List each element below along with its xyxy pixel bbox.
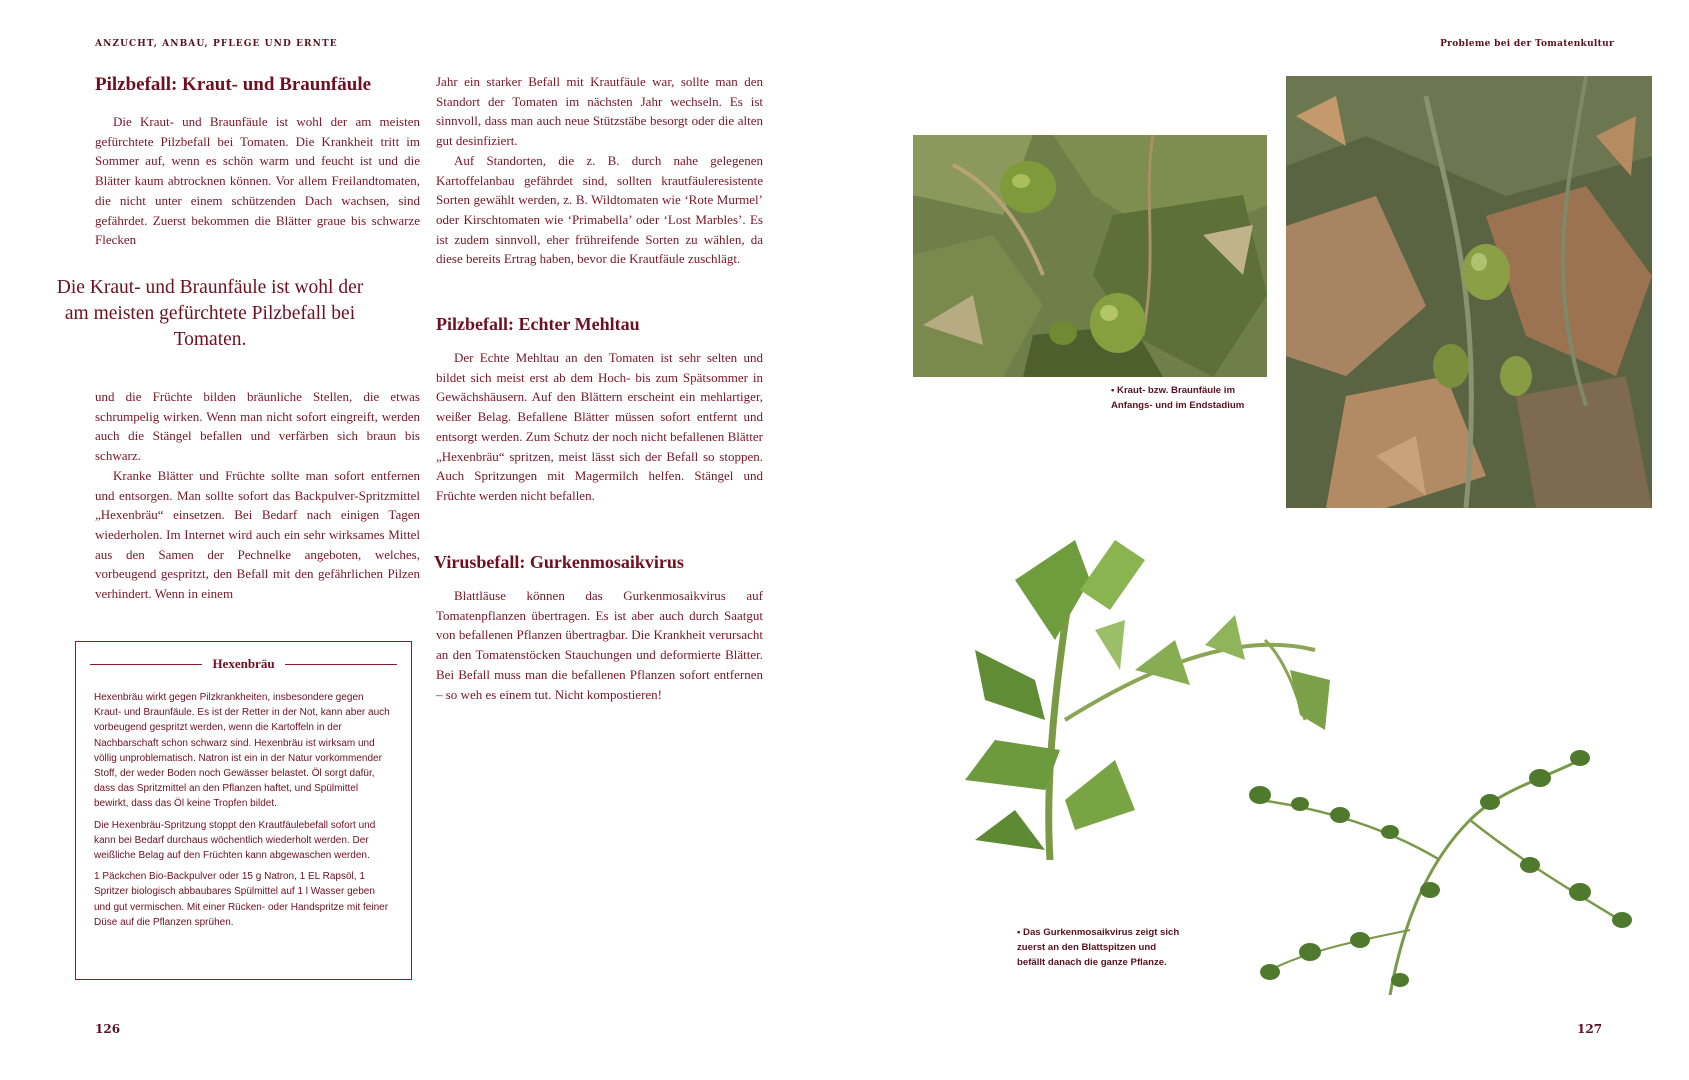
box-paragraph: Hexenbräu wirkt gegen Pilzkrankheiten, insbesondere gegen Kraut- und Braunfäule. Es ist der Retter in der Not, kann aber auch vorbeugend gespritzt werden, wenn die Kartoffeln in der Nachbarschaft schon schwarz sind. Hexenbräu ist wirksam und völlig unproblematisch. Natron ist ein in der Natur vorkommender Stoff, der weder Boden noch Gewässer belastet. Öl sorgt dafür, dass das Spritzmittel an den Pflanzen haftet, und Spülmittel bewirkt, dass das Öl keine Tropfen bildet. [94,692,390,810]
paragraph: und die Früchte bilden bräunliche Stellen, die etwas schrumpelig wirken. Wenn man nicht sofort eingreift, werden auch die Stängel befallen und verfärben sich braun bis schwarz. [95,389,420,464]
pull-quote: Die Kraut- und Braunfäule ist wohl der am meisten gefürchtete Pilzbefall bei Tomaten. [56,277,364,350]
paragraph: Die Kraut- und Braunfäule ist wohl der am meisten gefürchtete Pilzbefall bei Tomaten. Die Krankheit tritt im Sommer auf, wenn es schön warm und feucht ist und die Blätter kaum abtrocknen können. Vor allem Freilandtomaten, die nicht unter einem schützenden Dach wachsen, sind gefährdet. Zuerst bekommen die Blätter graue bis schwarze Flecken [95,114,420,248]
paragraph: Jahr ein starker Befall mit Krautfäule war, sollte man den Standort der Tomaten im nächsten Jahr wechseln. Es ist sinnvoll, dass man auch neue Stützstäbe besorgt oder die alten gut desinfiziert. [436,74,763,149]
box-paragraph: Die Hexenbräu-Spritzung stoppt den Krautfäulebefall sofort und kann bei Bedarf durchaus wöchentlich wiederholt werden. Der weißliche Belag auf den Früchten kann abgewaschen werden. [94,819,376,862]
col1-text-top [95,112,420,250]
paragraph: Kranke Blätter und Früchte sollte man sofort entfernen und entsorgen. Man sollte sofort das Backpulver-Spritzmittel „Hexenbräu“ einsetzen. Bei Bedarf nach einigen Tagen wiederholen. Im Internet wird auch ein sehr wirksames Mittel aus den Samen der Pechnelke angeboten, welches, vorbeugend gespritzt, den Befall mit den gefährlichen Pilzen verhindert. Wenn in einem [95,467,420,602]
mehltau-text [436,348,763,506]
caption-blight: • Kraut- bzw. Braunfäule im Anfangs- und im Endstadium [1111,385,1245,411]
divider [90,664,202,665]
box-text [94,690,393,930]
box-title-row [90,656,397,672]
running-head-left: ANZUCHT, ANBAU, PFLEGE UND ERNTE [95,39,338,49]
heading-echter-mehltau: Pilzbefall: Echter Mehltau [436,314,640,334]
paragraph: Der Echte Mehltau an den Tomaten ist sehr selten und bildet sich meist erst ab dem Hoch- bis zum Spätsommer in Gewächshäusern. Auf den Blättern erscheint ein mehlartiger, weißer Belag. Befallene Blätter müssen sofort entfernt und entsorgt werden. Zum Schutz der noch nicht befallenen Blätter „Hexenbräu“ spritzen, meist lässt sich der Befall so stoppen. Auch Spritzungen mit Magermilch helfen. Stängel und Früchte werden nicht befallen. [436,350,763,503]
hexenbraeu-box [75,641,412,980]
illustration-mosaic-plant-2 [1240,740,1640,1000]
virus-text [436,586,763,704]
running-head-right: Probleme bei der Tomatenkultur [1440,39,1614,49]
box-title: Hexenbräu [212,656,275,671]
paragraph: Blattläuse können das Gurkenmosaikvirus auf Tomatenpflanzen übertragen. Es ist aber auch durch Saatgut von befallenen Pflanzen übertragbar. Die Krankheit verursacht an den Tomatenstöcken Stauchungen und deformierte Blätter. Bei Befall muss man die befallenen Pflanzen sofort entfernen – so weh es einem tut. Nicht kompostieren! [436,588,763,702]
box-paragraph: 1 Päckchen Bio-Backpulver oder 15 g Natron, 1 EL Rapsöl, 1 Spritzer biologisch abbaubares Spülmittel auf 1 l Wasser geben und gut vermischen. Mit einer Rücken- oder Handspritze mit feiner Düse auf die Pflanzen sprühen. [94,871,389,928]
heading-kraut-braunfaeule: Pilzbefall: Kraut- und Braunfäule [95,74,372,95]
page-number-left: 126 [95,1022,121,1036]
paragraph: Auf Standorten, die z. B. durch nahe gelegenen Kartoffelanbau gefährdet sind, sollten krautfäuleresistente Sorten gewählt werden, z. B. Wildtomaten wie ‘Rote Murmel’ oder Kirschtomaten wie ‘Primabella’ oder ‘Lost Marbles’. Es ist zudem sinnvoll, eher frühreifende Sorten zu wählen, da diese bereits Ertrag haben, bevor die Krautfäule zuschlägt. [436,152,763,267]
photo-blight-late [1286,76,1652,508]
heading-gurkenmosaikvirus: Virusbefall: Gurkenmosaikvirus [434,552,684,572]
col2-text [436,72,763,269]
col1-text-bottom [95,387,420,604]
photo-blight-early [913,135,1267,377]
divider [285,664,397,665]
caption-mosaic: • Das Gurkenmosaikvirus zeigt sich zuerst an den Blattspitzen und befällt danach die ganze Pflanze. [1017,927,1180,968]
page-number-right: 127 [1577,1022,1603,1036]
